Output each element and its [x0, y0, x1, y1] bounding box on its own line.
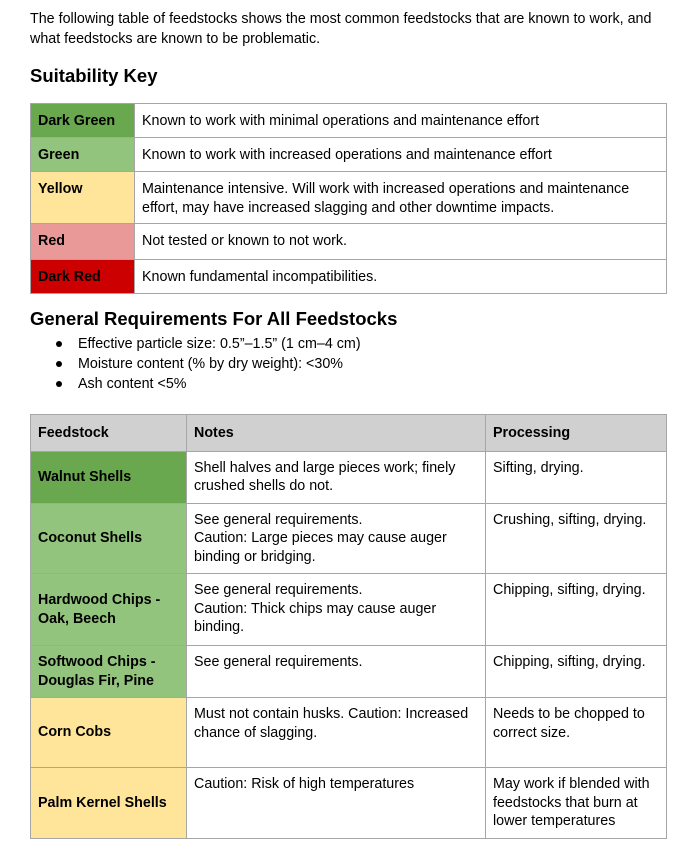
key-row: [31, 224, 667, 260]
feedstock-notes: Must not contain husks. Caution: Increased chance of slagging.: [187, 698, 486, 768]
key-description: Not tested or known to not work.: [135, 224, 667, 260]
feedstock-notes: See general requirements.: [187, 646, 486, 698]
key-swatch-yellow: Yellow: [31, 172, 135, 224]
feedstock-row: [31, 768, 667, 839]
feedstock-name: Palm Kernel Shells: [31, 768, 187, 839]
feedstock-header-row: [31, 415, 667, 452]
key-row: [31, 104, 667, 138]
key-swatch-dark-green: Dark Green: [31, 104, 135, 138]
requirement-item: Moisture content (% by dry weight): <30%: [56, 354, 361, 374]
feedstock-notes: See general requirements. Caution: Thick chips may cause auger binding.: [187, 574, 486, 646]
suitability-key-table: [30, 103, 667, 294]
requirements-list: [56, 334, 361, 394]
key-row: [31, 138, 667, 172]
feedstock-processing: Chipping, sifting, drying.: [486, 574, 667, 646]
key-row: [31, 172, 667, 224]
feedstock-processing: Chipping, sifting, drying.: [486, 646, 667, 698]
feedstock-processing: May work if blended with feedstocks that burn at lower temperatures: [486, 768, 667, 839]
feedstock-notes: Caution: Risk of high temperatures: [187, 768, 486, 839]
intro-paragraph: The following table of feedstocks shows the most common feedstocks that are known to work, and what feedstocks are known to be problematic.: [30, 11, 652, 47]
key-swatch-red: Red: [31, 224, 135, 260]
feedstock-row: [31, 503, 667, 574]
header-notes: Notes: [187, 415, 486, 452]
feedstock-notes: Shell halves and large pieces work; finely crushed shells do not.: [187, 451, 486, 503]
feedstock-name: Hardwood Chips - Oak, Beech: [31, 574, 187, 646]
feedstock-name: Walnut Shells: [31, 451, 187, 503]
key-description: Known to work with increased operations and maintenance effort: [135, 138, 667, 172]
key-description: Known to work with minimal operations and maintenance effort: [135, 104, 667, 138]
feedstock-name: Corn Cobs: [31, 698, 187, 768]
key-description: Maintenance intensive. Will work with increased operations and maintenance effort, may have increased slagging and other downtime impacts.: [135, 172, 667, 224]
header-feedstock: Feedstock: [31, 415, 187, 452]
feedstock-row: [31, 451, 667, 503]
feedstock-processing: Needs to be chopped to correct size.: [486, 698, 667, 768]
feedstock-processing: Crushing, sifting, drying.: [486, 503, 667, 574]
key-swatch-dark-red: Dark Red: [31, 260, 135, 294]
key-description: Known fundamental incompatibilities.: [135, 260, 667, 294]
header-processing: Processing: [486, 415, 667, 452]
feedstock-table: [30, 414, 667, 839]
feedstock-name: Softwood Chips - Douglas Fir, Pine: [31, 646, 187, 698]
key-swatch-green: Green: [31, 138, 135, 172]
requirement-item: Effective particle size: 0.5”–1.5” (1 cm–4 cm): [56, 334, 361, 354]
feedstock-row: [31, 698, 667, 768]
requirement-item: Ash content <5%: [56, 374, 361, 394]
key-row: [31, 260, 667, 294]
suitability-key-heading: Suitability Key: [30, 65, 158, 86]
feedstock-row: [31, 646, 667, 698]
feedstock-name: Coconut Shells: [31, 503, 187, 574]
general-requirements-heading: General Requirements For All Feedstocks: [30, 308, 398, 329]
feedstock-row: [31, 574, 667, 646]
feedstock-notes: See general requirements. Caution: Large pieces may cause auger binding or bridging.: [187, 503, 486, 574]
feedstock-processing: Sifting, drying.: [486, 451, 667, 503]
